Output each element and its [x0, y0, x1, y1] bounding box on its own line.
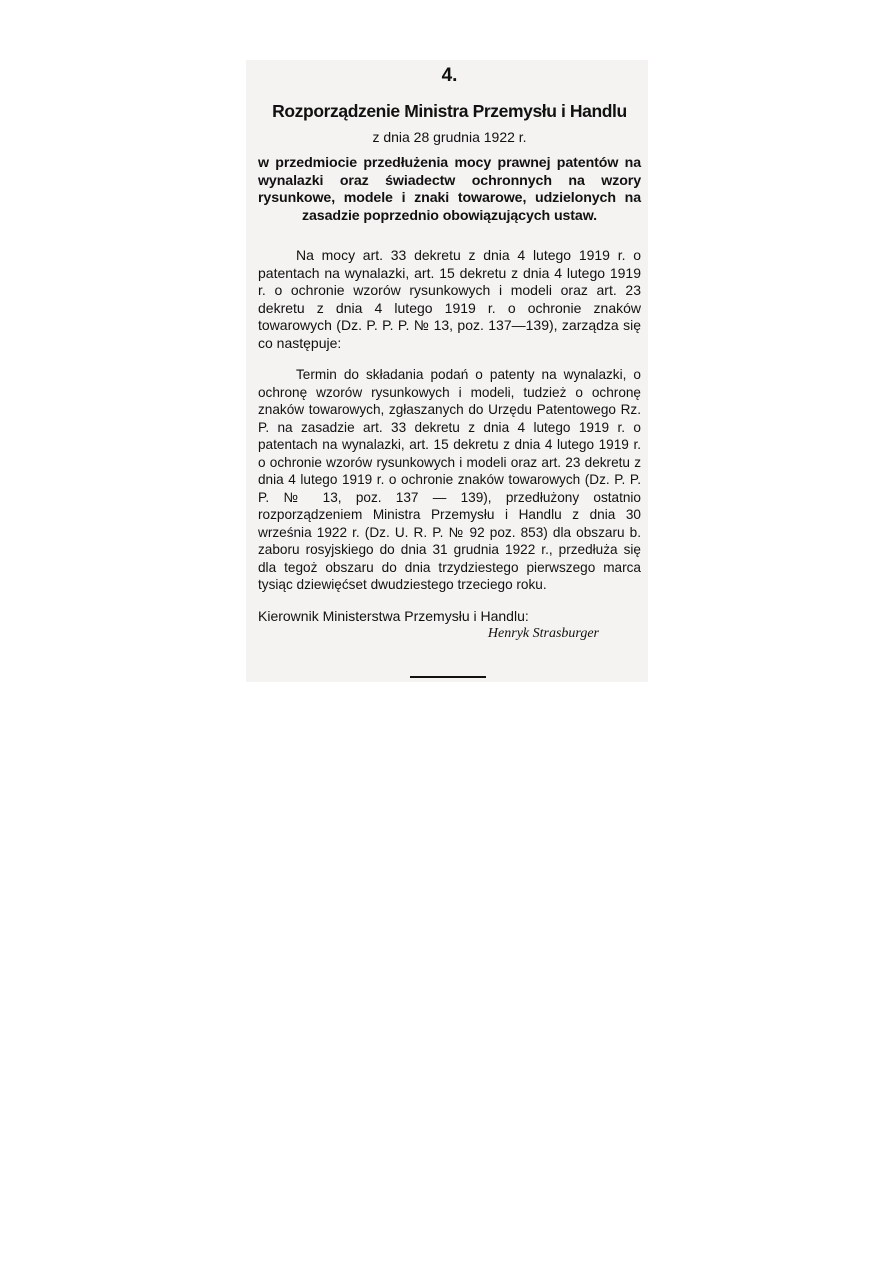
- closing-rule: [410, 676, 486, 678]
- document-number: 4.: [441, 65, 458, 86]
- document-subject: w przedmiocie przedłużenia mocy prawnej patentów na wynalazki oraz świadectw ochronnych na wzory rysunkowe, modele i znaki towarowe, udzielonych na zasadzie poprzednio obowiązujących ustaw.: [258, 155, 641, 224]
- paragraph-legal-basis: Na mocy art. 33 dekretu z dnia 4 lutego 1919 r. o patentach na wynalazki, art. 15 dekretu z dnia 4 lutego 1919 r. o ochronie wzorów rysunkowych i modeli oraz art. 23 dekretu z dnia 4 lutego 1919 r. o ochronie znaków towarowych (Dz. P. P. P. № 13, poz. 137—139), zarządza się co następuje:: [258, 247, 641, 351]
- document-date: z dnia 28 grudnia 1922 r.: [372, 129, 527, 145]
- document-title: Rozporządzenie Ministra Przemysłu i Handlu: [272, 101, 627, 121]
- paragraph-main-provision: Termin do składania podań o patenty na wynalazki, o ochronę wzorów rysunkowych i modeli, tudzież o ochronę znaków towarowych, zgłaszanych do Urzędu Patentowego Rz. P. na zasadzie art. 33 dekretu z dnia 4 lutego 1919 r. o patentach na wynalazki, art. 15 dekretu z dnia 4 lutego 1919 r. o ochronie wzorów rysunkowych i modeli oraz art. 23 dekretu z dnia 4 lutego 1919 r. o ochronie znaków towarowych (Dz. P. P. P. № 13, poz. 137 — 139), przedłużony ostatnio rozporządzeniem Ministra Przemysłu i Handlu z dnia 30 września 1922 r. (Dz. U. R. P. № 92 poz. 853) dla obszaru b. zaboru rosyjskiego do dnia 31 grudnia 1922 r., przedłuża się dla tegoż obszaru do dnia trzydziestego pierwszego marca tysiąc dziewięćset dwudziestego trzeciego roku.: [258, 367, 641, 592]
- document-column: [258, 62, 641, 643]
- signature-name: Henryk Strasburger: [487, 626, 599, 642]
- signature-label: Kierownik Ministerstwa Przemysłu i Handlu:: [258, 608, 529, 625]
